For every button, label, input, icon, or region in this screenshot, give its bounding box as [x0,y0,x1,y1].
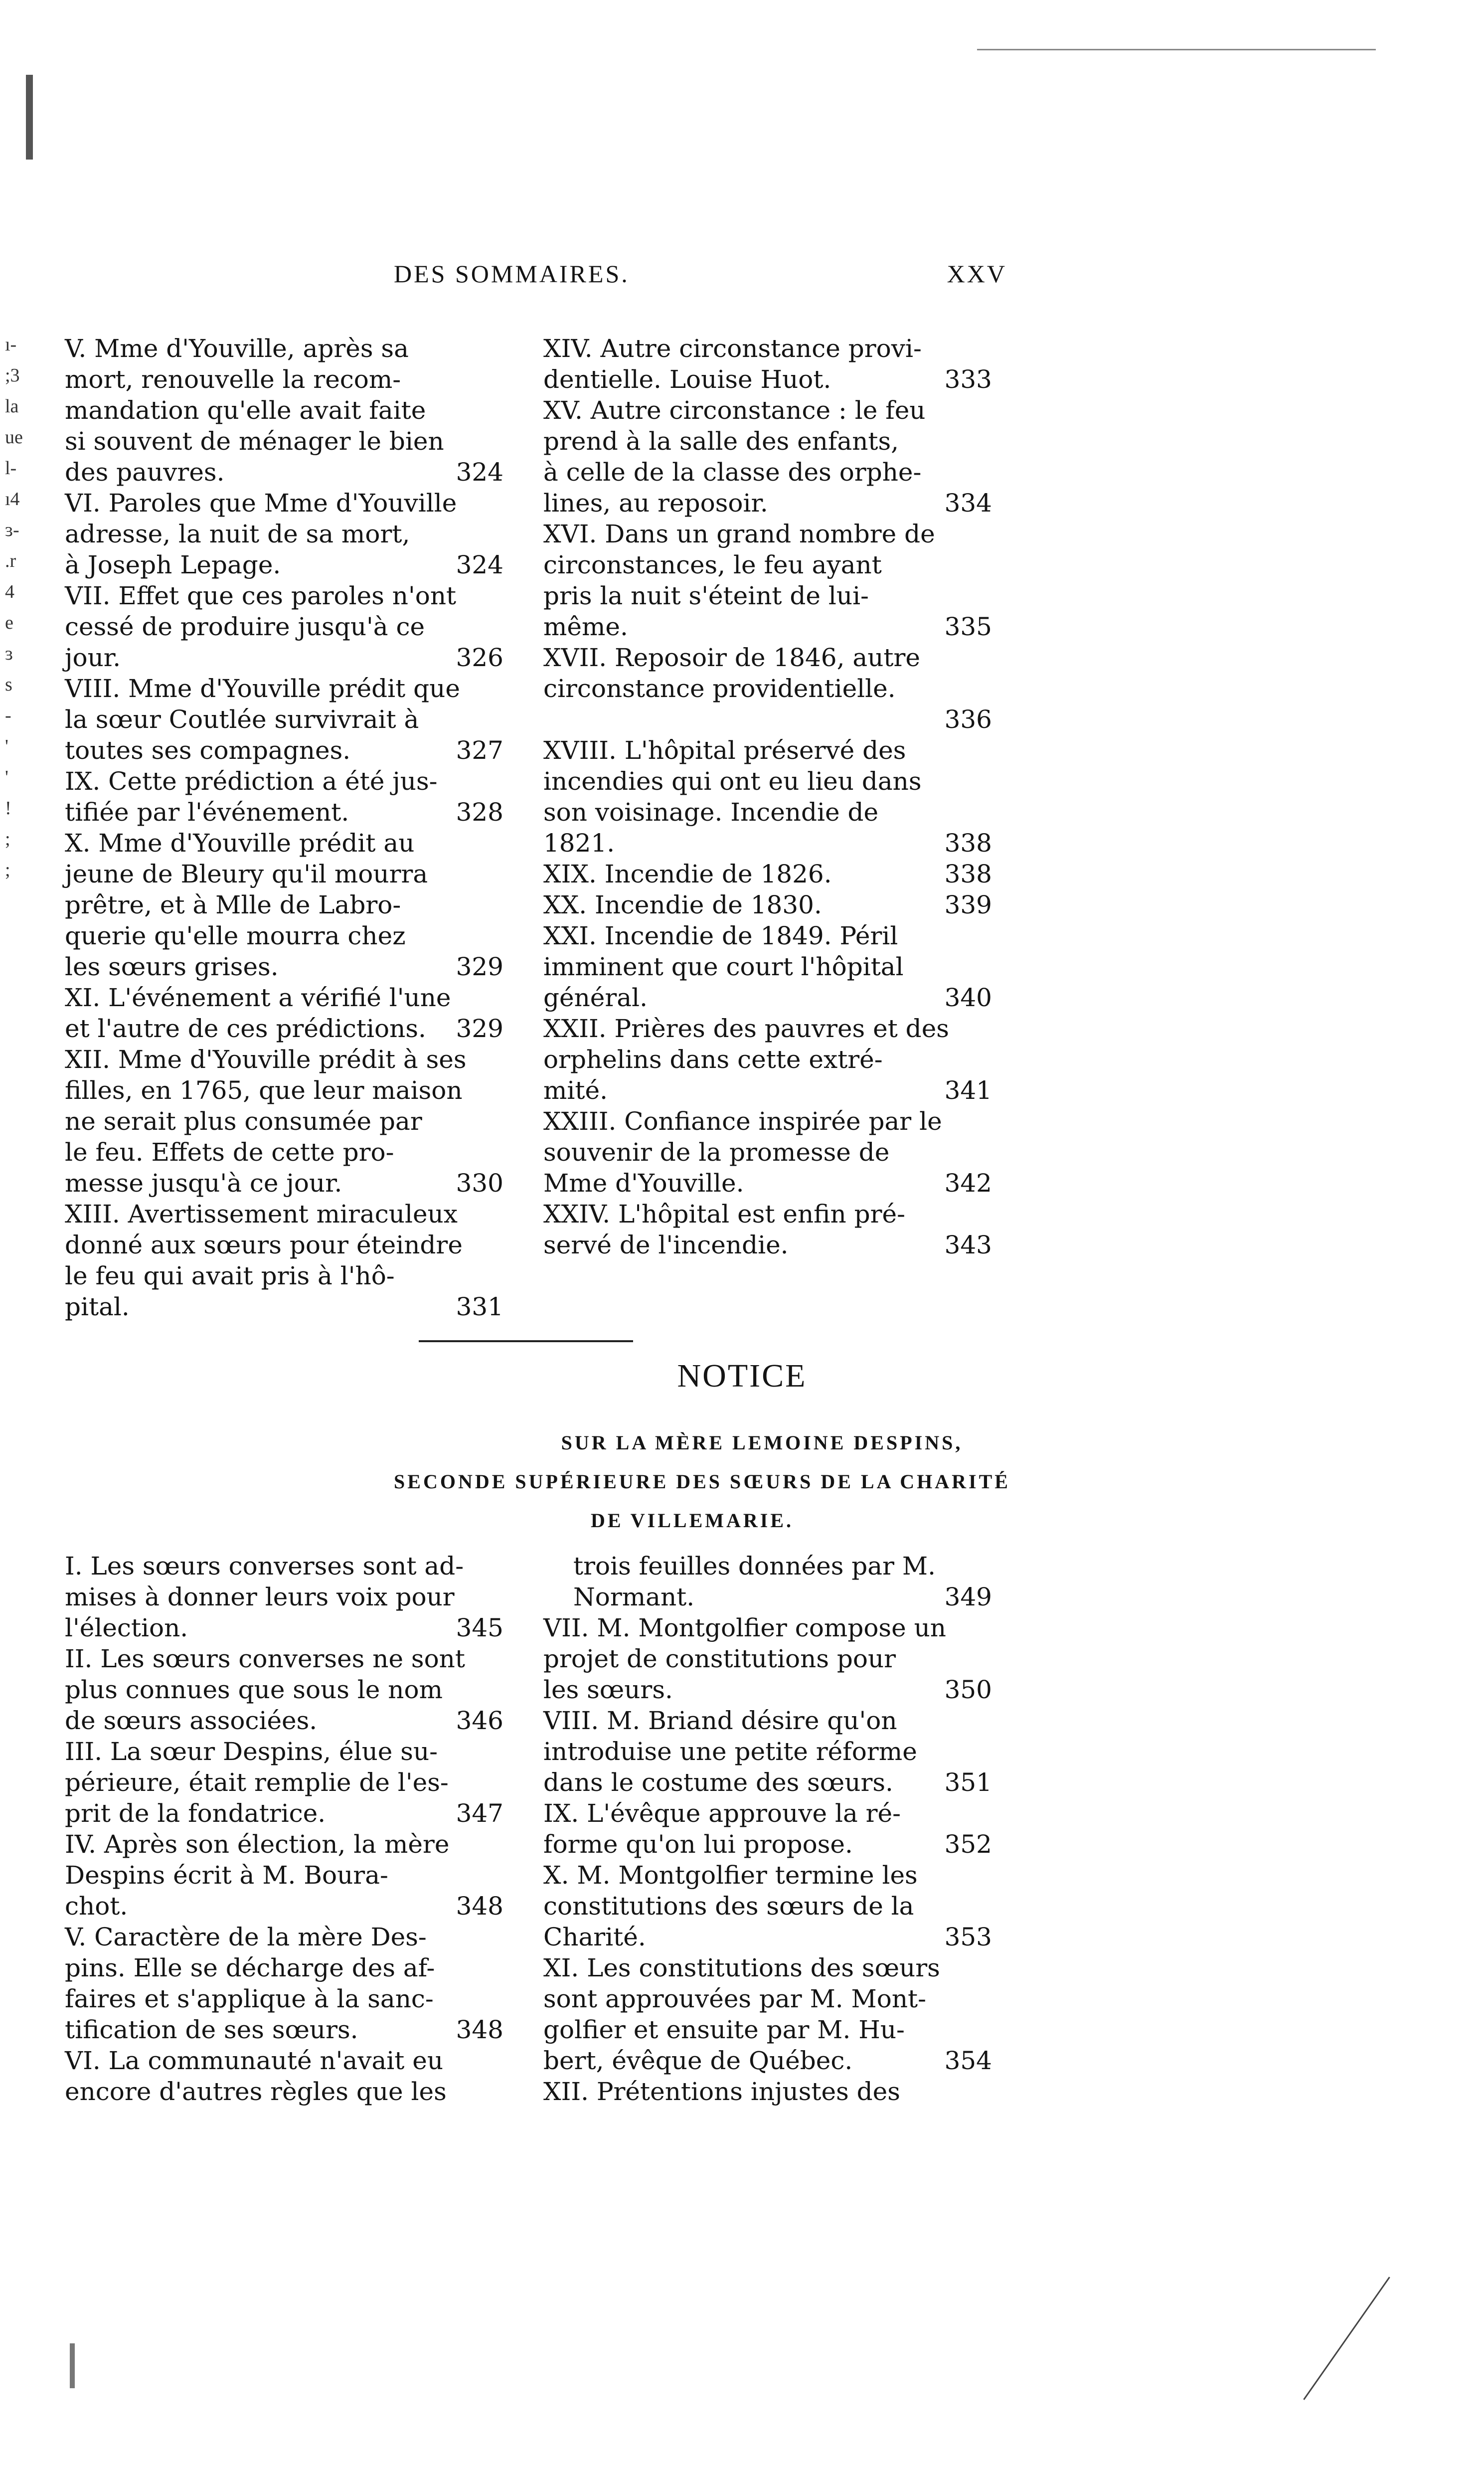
summary-entry [543,735,992,859]
entry-line: constitutions des sœurs de la [543,1892,914,1921]
entry-page-number: 330 [456,1169,503,1198]
scan-mark-top-left [26,75,33,160]
entry-text: de sœurs associées. [65,1706,318,1735]
entry-line: périeure, était remplie de l'es- [65,1768,449,1797]
entry-text: et l'autre de ces prédictions. [65,1014,426,1043]
entry-text: mité. [543,1076,608,1105]
entry-text: général. [543,983,648,1012]
entry-line: X. Mme d'Youville prédit au [65,829,415,858]
entry-line: orphelins dans cette extré- [543,1045,883,1074]
running-title: DES SOMMAIRES. [394,260,630,288]
entry-text: messe jusqu'à ce jour. [65,1169,342,1198]
entry-line [65,1612,503,1643]
entry-page-number: 352 [944,1830,992,1859]
margin-fragment: ɜ [5,643,13,664]
entry-text: Charité. [543,1923,646,1951]
entry-line [543,1230,992,1260]
entry-text: les sœurs. [543,1675,673,1704]
entry-line: faires et s'applique à la sanc- [65,1984,434,2013]
entry-line: XV. Autre circonstance : le feu [543,396,926,425]
entry-line: sont approuvées par M. Mont- [543,1984,927,2013]
entry-page-number: 353 [944,1923,992,1951]
entry-line: pins. Elle se décharge des af- [65,1953,435,1982]
margin-fragment: ' [5,736,8,757]
entry-line [65,1168,503,1199]
entry-line: filles, en 1765, que leur maison [65,1076,463,1105]
entry-page-number: 338 [944,860,992,888]
summary-entry [543,1798,992,1860]
summary-entry [65,1736,503,1829]
entry-line: XXII. Prières des pauvres et des [543,1014,949,1043]
entry-text: les sœurs grises. [65,952,279,981]
entry-line: IX. L'évêque approuve la ré- [543,1799,901,1828]
entry-line: donné aux sœurs pour éteindre [65,1231,463,1259]
entry-line: VIII. Mme d'Youville prédit que [65,674,460,703]
entry-text: servé de l'incendie. [543,1231,789,1259]
margin-fragment: ı4 [5,489,20,510]
entry-line [543,889,992,920]
entry-text: des pauvres. [65,458,225,487]
margin-fragment: ' [5,767,8,788]
entry-line: XVIII. L'hôpital préservé des [543,736,906,765]
summary-entry [543,333,992,395]
entry-line: XII. Mme d'Youville prédit à ses [65,1045,467,1074]
entry-page-number: 342 [944,1169,992,1198]
entry-page-number: 338 [944,829,992,858]
entry-text: lines, au reposoir. [543,489,768,518]
entry-line: mises à donner leurs voix pour [65,1583,455,1611]
entry-line: XXIII. Confiance inspirée par le [543,1107,942,1136]
entry-line: VI. La communauté n'avait eu [65,2046,444,2075]
summary-entry [543,395,992,519]
entry-text: toutes ses compagnes. [65,736,351,765]
entry-text: dans le costume des sœurs. [543,1768,893,1797]
entry-page-number: 349 [944,1583,992,1611]
summary-entry [65,1829,503,1922]
entry-line: XIII. Avertissement miraculeux [65,1200,458,1229]
entry-line [65,1891,503,1922]
entry-line [543,1829,992,1860]
entry-page-number: 336 [944,705,992,734]
entry-page-number: 354 [944,2046,992,2075]
entry-line: IV. Après son élection, la mère [65,1830,450,1859]
summary-entry [65,1551,503,1643]
entry-page-number: 340 [944,983,992,1012]
summary-entry [543,1106,992,1199]
summary-entry [543,1551,992,1612]
running-header [75,259,1007,299]
margin-fragment: e [5,612,13,633]
summary-entry [543,519,992,642]
entry-page-number: 347 [456,1799,503,1828]
entry-line: circonstances, le feu ayant [543,550,882,579]
entry-line: si souvent de ménager le bien [65,427,444,456]
entry-line [65,642,503,673]
summary-entry [65,333,503,488]
entry-line: jeune de Bleury qu'il mourra [65,860,428,888]
entry-page-number: 351 [944,1768,992,1797]
entry-line: XI. L'événement a vérifié l'une [65,983,451,1012]
entry-line [65,735,503,766]
entry-line [65,457,503,488]
summary-column-right-top [543,333,992,1260]
entry-page-number: 331 [456,1292,503,1321]
entry-page-number: 343 [944,1231,992,1259]
entry-line: XXI. Incendie de 1849. Péril [543,921,898,950]
entry-page-number: 345 [456,1613,503,1642]
entry-line: VIII. M. Briand désire qu'on [543,1706,897,1735]
scan-rule-top-right [977,49,1376,50]
margin-fragment: ; [5,829,10,850]
entry-line [543,1767,992,1798]
entry-line: plus connues que sous le nom [65,1675,443,1704]
entry-line: V. Mme d'Youville, après sa [65,334,409,363]
entry-line: IX. Cette prédiction a été jus- [65,767,438,796]
entry-line: mandation qu'elle avait faite [65,396,426,425]
entry-page-number: 350 [944,1675,992,1704]
summary-entry [65,766,503,828]
entry-text: l'élection. [65,1613,188,1642]
entry-page-number: 334 [944,489,992,518]
entry-page-number: 339 [944,890,992,919]
entry-line: encore d'autres règles que les [65,2077,447,2106]
entry-page-number: 329 [456,1014,503,1043]
summary-column-right-bottom [543,1551,992,2107]
entry-line [65,1291,503,1322]
entry-line: querie qu'elle mourra chez [65,921,406,950]
entry-text: tifiée par l'événement. [65,798,349,827]
entry-text: jour. [65,643,121,672]
margin-fragment: 4 [5,581,14,602]
entry-line [573,1582,992,1612]
entry-page-number: 348 [456,2015,503,2044]
margin-fragment: - [5,705,11,726]
summary-entry [543,889,992,920]
entry-text: chot. [65,1892,128,1921]
entry-text: forme qu'on lui propose. [543,1830,853,1859]
entry-line: adresse, la nuit de sa mort, [65,520,410,548]
summary-column-left-top [65,333,503,1322]
entry-line: trois feuilles données par M. [573,1552,936,1581]
summary-entry [65,488,503,580]
margin-fragment: ue [5,427,23,448]
summary-entry [543,859,992,889]
entry-line: golfier et ensuite par M. Hu- [543,2015,905,2044]
margin-fragment: ! [5,798,11,819]
entry-text: à Joseph Lepage. [65,550,281,579]
entry-line [543,488,992,519]
summary-entry [65,828,503,982]
entry-line [543,2045,992,2076]
entry-line [65,1705,503,1736]
entry-page-number: 327 [456,736,503,765]
notice-title: NOTICE [677,1358,807,1394]
entry-line [543,611,992,642]
entry-line: son voisinage. Incendie de [543,798,879,827]
entry-line: Despins écrit à M. Boura- [65,1861,388,1890]
margin-fragment: s [5,674,12,695]
summary-entry [65,1044,503,1199]
entry-line [65,549,503,580]
entry-line: ne serait plus consumée par [65,1107,422,1136]
entry-line: incendies qui ont eu lieu dans [543,767,922,796]
entry-line: la sœur Coutlée survivrait à [65,705,419,734]
entry-line: VII. M. Montgolfier compose un [543,1613,946,1642]
entry-text: Mme d'Youville. [543,1169,744,1198]
entry-line: XIV. Autre circonstance provi- [543,334,922,363]
entry-line: prend à la salle des enfants, [543,427,899,456]
entry-line: XI. Les constitutions des sœurs [543,1953,940,1982]
entry-text: bert, évêque de Québec. [543,2046,853,2075]
entry-page-number: 324 [456,458,503,487]
entry-line: circonstance providentielle. [543,674,896,703]
margin-fragment: l- [5,458,17,479]
summary-entry [543,2076,992,2107]
summary-entry [65,1643,503,1736]
summary-entry [65,982,503,1044]
entry-page-number: 329 [456,952,503,981]
summary-entry [543,642,992,735]
entry-line: prêtre, et à Mlle de Labro- [65,890,401,919]
entry-text: même. [543,612,628,641]
entry-line [543,828,992,859]
margin-fragment: la [5,396,19,417]
entry-page-number: 324 [456,550,503,579]
entry-line: XII. Prétentions injustes des [543,2077,900,2106]
entry-line: II. Les sœurs converses ne sont [65,1644,465,1673]
entry-line: mort, renouvelle la recom- [65,365,401,394]
summary-entry [543,1199,992,1260]
margin-fragment: ; [5,860,10,881]
entry-line: cessé de produire jusqu'à ce [65,612,425,641]
entry-line [543,1075,992,1106]
entry-line: III. La sœur Despins, élue su- [65,1737,438,1766]
entry-text: XX. Incendie de 1830. [543,890,822,919]
entry-line [543,1674,992,1705]
entry-text: dentielle. Louise Huot. [543,365,831,394]
entry-line: I. Les sœurs converses sont ad- [65,1552,464,1581]
entry-line [65,1013,503,1044]
entry-line [543,859,992,889]
margin-fragment: ı- [5,334,17,355]
entry-text: 1821. [543,829,615,858]
notice-subtitle-line-3: DE VILLEMARIE. [590,1509,794,1532]
entry-text: Normant. [573,1583,695,1611]
entry-line: VI. Paroles que Mme d'Youville [65,489,457,518]
entry-line: à celle de la classe des orphe- [543,458,922,487]
entry-line: imminent que court l'hôpital [543,952,904,981]
entry-line [65,1798,503,1829]
entry-page-number: 335 [944,612,992,641]
summary-column-left-bottom [65,1551,503,2107]
entry-page-number: 328 [456,798,503,827]
entry-line: le feu qui avait pris à l'hô- [65,1261,395,1290]
summary-entry [543,1952,992,2076]
entry-text: tification de ses sœurs. [65,2015,358,2044]
section-divider [419,1340,633,1342]
entry-page-number: 341 [944,1076,992,1105]
notice-subtitle-line-1: SUR LA MÈRE LEMOINE DESPINS, [561,1431,963,1454]
entry-line [543,982,992,1013]
summary-entry [543,1013,992,1106]
summary-entry [65,580,503,673]
entry-line: pris la nuit s'éteint de lui- [543,581,869,610]
margin-fragments [5,329,35,885]
entry-text: XIX. Incendie de 1826. [543,860,832,888]
summary-entry [543,1612,992,1705]
entry-line: projet de constitutions pour [543,1644,896,1673]
entry-text: prit de la fondatrice. [65,1799,326,1828]
entry-line [543,364,992,395]
page-number: XXV [947,260,1007,288]
entry-page-number: 333 [944,365,992,394]
margin-fragment: ɜ- [5,520,19,540]
summary-entry [65,2045,503,2107]
entry-line [543,1168,992,1199]
entry-line: VII. Effet que ces paroles n'ont [65,581,457,610]
entry-line [65,2014,503,2045]
summary-entry [65,1199,503,1322]
entry-line: XXIV. L'hôpital est enfin pré- [543,1200,906,1229]
margin-fragment: .r [5,550,16,571]
entry-page-number: 346 [456,1706,503,1735]
summary-entry [65,1922,503,2045]
margin-fragment: ;3 [5,365,20,386]
scan-mark-bottom-left [70,2343,75,2388]
entry-line [65,797,503,828]
entry-line: XVII. Reposoir de 1846, autre [543,643,921,672]
summary-entry [543,920,992,1013]
summary-entry [543,1860,992,1952]
entry-line [543,1922,992,1952]
entry-line [65,951,503,982]
summary-entry [65,673,503,766]
entry-line: V. Caractère de la mère Des- [65,1923,427,1951]
entry-line: le feu. Effets de cette pro- [65,1138,394,1167]
entry-page-number: 348 [456,1892,503,1921]
entry-text: pital. [65,1292,130,1321]
entry-line: XVI. Dans un grand nombre de [543,520,935,548]
notice-subtitle-line-2: SECONDE SUPÉRIEURE DES SŒURS DE LA CHARITÉ [394,1470,1010,1493]
scan-line-bottom-right [1303,2277,1390,2400]
entry-page-number: 326 [456,643,503,672]
entry-line: X. M. Montgolfier termine les [543,1861,918,1890]
entry-line: introduise une petite réforme [543,1737,917,1766]
entry-line: souvenir de la promesse de [543,1138,890,1167]
summary-entry [543,1705,992,1798]
